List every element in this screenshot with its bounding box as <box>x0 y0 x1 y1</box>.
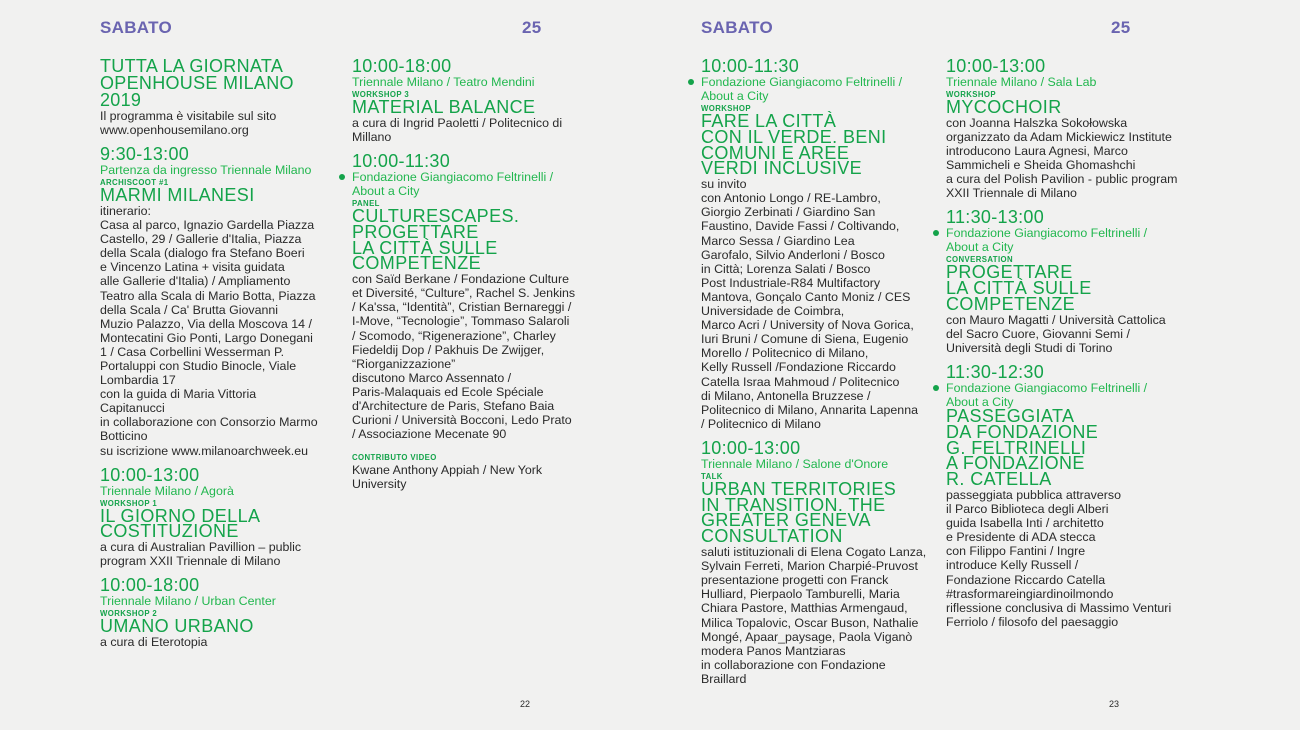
event-title: PASSEGGIATA DA FONDAZIONE G. FELTRINELLI A FONDAZIONE R. CATELLA <box>946 406 1099 490</box>
event-time: 11:30-12:30 <box>946 362 1045 383</box>
event-location <box>100 594 340 608</box>
column-4 <box>946 58 1196 638</box>
event-description: Il programma è visitabile sul sito www.openhousemilano.org <box>100 109 277 138</box>
event-time: 11:30-13:00 <box>946 207 1045 228</box>
event-category: WORKSHOP <box>701 104 751 113</box>
event-location-text: Fondazione Giangiacomo Feltrinelli / About a City <box>946 381 1148 410</box>
event-time: 10:00-11:30 <box>352 150 451 171</box>
event-entry <box>100 577 340 649</box>
event-title: UMANO URBANO <box>100 616 254 637</box>
event-entry <box>100 464 340 569</box>
event-entry <box>946 58 1196 200</box>
event-location-text: Fondazione Giangiacomo Feltrinelli / About a City <box>352 169 554 198</box>
event-entry <box>701 58 941 431</box>
event-time: 10:00-11:30 <box>701 56 800 76</box>
event-description: con Mauro Magatti / Università Cattolica del Sacro Cuore, Giovanni Semi / Università degli Studi di Torino <box>946 312 1166 355</box>
event-description: passeggiata pubblica attraverso il Parco Biblioteca degli Alberi guida Isabella Inti / architetto e Presidente di ADA stecca con Filippo Fantini / Ingre introduce Kelly Russell / Fondazione Riccardo Catella #trasformareingiardinoilmondo riflessione conclusiva di Massimo Venturi Ferriolo / filosofo del paesaggio <box>946 488 1172 629</box>
event-title: CULTURESCAPES. PROGETTARE LA CITTÀ SULLE COMPETENZE <box>352 205 520 274</box>
event-location-text: Triennale Milano / Salone d'Onore <box>701 456 889 471</box>
event-extra-category: CONTRIBUTO VIDEO <box>352 453 437 463</box>
event-title: PROGETTARE LA CITTÀ SULLE COMPETENZE <box>946 262 1092 314</box>
header-date-right: 25 <box>1111 18 1131 37</box>
event-location-text: Triennale Milano / Teatro Mendini <box>352 75 535 89</box>
event-description: a cura di Australian Pavillion – public program XXII Triennale di Milano <box>100 540 302 569</box>
event-title: MYCOCHOIR <box>946 97 1062 117</box>
event-description: saluti istituzionali di Elena Cogato Lanza, Sylvain Ferreti, Marion Charpié-Pruvost presentazione progetti con Franck Hulliard, Pierpaolo Tamburelli, Maria Chiara Pastore, Matthias Armengaud, Milica Topalovic, Oscar Buson, Nathalie Mongé, Apaar_paysage, Paola Viganò modera Panos Mantziaras in collaborazione con Fondazione Braillard <box>701 545 927 686</box>
event-time: 10:00-18:00 <box>352 56 452 76</box>
event-time: TUTTA LA GIORNATA OPENHOUSE MILANO 2019 <box>100 56 294 110</box>
event-location <box>352 75 592 89</box>
event-location-text: Triennale Milano / Urban Center <box>100 594 276 609</box>
event-entry <box>352 58 592 144</box>
event-location <box>946 75 1196 89</box>
event-entry <box>701 437 941 686</box>
event-description: su invito con Antonio Longo / RE-Lambro, Giorgio Zerbinati / Giardino San Faustino, Davide Fassi / Coltivando, Marco Sessa / Giardino Lea Garofalo, Silvio Anderloni / Bosco in Città; Lorenza Salati / Bosco Post Industriale-R84 Multifactory Mantova, Gonçalo Canto Moniz / CES Universidade de Coimbra, Marco Acri / University of Nova Gorica, Iuri Bruni / Comune di Siena, Eugenio Morello / Politecnico di Milano, Kelly Russell /Fondazione Riccardo Catella Israa Mahmoud / Politecnico di Milano, Antonella Bruzzese / Politecnico di Milano, Annarita Lapenna / Politecnico di Milano <box>701 177 918 431</box>
event-location <box>352 170 592 198</box>
event-location-text: Triennale Milano / Sala Lab <box>946 75 1097 89</box>
event-entry <box>100 146 340 457</box>
column-3 <box>701 58 941 695</box>
event-category: WORKSHOP 2 <box>100 609 158 619</box>
column-2 <box>352 58 592 500</box>
event-title: URBAN TERRITORIES IN TRANSITION. THE GREATER GENEVA CONSULTATION <box>701 478 897 547</box>
event-title: IL GIORNO DELLA COSTITUZIONE <box>100 505 261 542</box>
column-1 <box>100 58 340 658</box>
event-title: MATERIAL BALANCE <box>352 97 536 117</box>
event-location <box>100 163 340 177</box>
event-location-text: Fondazione Giangiacomo Feltrinelli / About a City <box>946 226 1148 255</box>
event-category: TALK <box>701 471 723 481</box>
event-location <box>100 484 340 498</box>
event-time: 10:00-13:00 <box>701 437 801 458</box>
bullet-dot-icon <box>339 174 345 180</box>
event-time: 10:00-13:00 <box>100 464 200 485</box>
event-location <box>701 75 941 103</box>
event-time: 10:00-13:00 <box>946 56 1046 76</box>
bullet-dot-icon <box>933 385 939 391</box>
event-description: con Saïd Berkane / Fondazione Culture et Diversité, “Culture”, Rachel S. Jenkins / Ka'ssa, “Identità”, Cristian Bernareggi / I-Move, “Tecnologie”, Tommaso Salaroli / Scomodo, “Rigenerazione”, Charley Fiedeldij Dop / Pakhuis De Zwijger, “Riorganizzazione” discutono Marco Assennato / Paris-Malaquais ed Ecole Spéciale d'Architecture de Paris, Stefano Baia Curioni / Università Bocconi, Ledo Prato / Associazione Mecenate 90 <box>352 272 576 442</box>
event-location-text: Fondazione Giangiacomo Feltrinelli / About a City <box>701 75 903 103</box>
event-category: CONVERSATION <box>946 255 1014 265</box>
event-entry <box>946 209 1196 355</box>
event-category: WORKSHOP <box>946 90 996 99</box>
page-number-left: 22 <box>520 699 531 709</box>
event-description: itinerario: Casa al parco, Ignazio Gardella Piazza Castello, 29 / Gallerie d'Italia, Piazza della Scala (dialogo fra Stefano Boeri e Vincenzo Latina + visita guidata alle Gallerie d'Italia) / Ampliamento Teatro alla Scala di Mario Botta, Piazza della Scala / Ca' Brutta Giovanni Muzio Palazzo, Via della Moscova 14 / Montecatini Gio Ponti, Largo Donegani 1 / Casa Corbellini Wesserman P. Portaluppi con Studio Binocle, Viale Lombardia 17 con la guida di Maria Vittoria Capitanucci in collaborazione con Consorzio Marmo Botticino su iscrizione www.milanoarchweek.eu <box>100 203 318 458</box>
event-category: PANEL <box>352 198 380 208</box>
event-title: MARMI MILANESI <box>100 185 255 206</box>
event-title: FARE LA CITTÀ CON IL VERDE. BENI COMUNI E AREE VERDI INCLUSIVE <box>701 111 887 179</box>
header-date-left: 25 <box>522 18 542 37</box>
event-location <box>946 381 1196 409</box>
event-extra-description: Kwane Anthony Appiah / New York University <box>352 463 543 492</box>
event-entry <box>946 364 1196 629</box>
event-category: WORKSHOP 3 <box>352 90 410 99</box>
header-day-right: SABATO <box>701 18 774 37</box>
event-time: 10:00-18:00 <box>100 575 200 596</box>
event-entry <box>100 58 340 137</box>
event-category: WORKSHOP 1 <box>100 498 158 508</box>
event-category: ARCHISCOOT #1 <box>100 178 169 188</box>
event-description: con Joanna Halszka Sokołowska organizzato da Adam Mickiewicz Institute introducono Laura Agnesi, Marco Sammicheli e Sheida Ghomashchi a cura del Polish Pavilion - public program XXII Triennale di Milano <box>946 115 1178 201</box>
bullet-dot-icon <box>688 79 694 85</box>
event-location <box>946 226 1196 254</box>
event-location-text: Triennale Milano / Agorà <box>100 483 234 498</box>
event-location <box>701 457 941 471</box>
event-description: a cura di Ingrid Paoletti / Politecnico di Millano <box>352 115 563 144</box>
event-description: a cura di Eterotopia <box>100 635 208 650</box>
header-day-left: SABATO <box>100 18 173 37</box>
event-entry <box>352 150 592 492</box>
event-time: 9:30-13:00 <box>100 144 190 165</box>
event-location-text: Partenza da ingresso Triennale Milano <box>100 163 312 178</box>
page-number-right: 23 <box>1109 699 1120 709</box>
